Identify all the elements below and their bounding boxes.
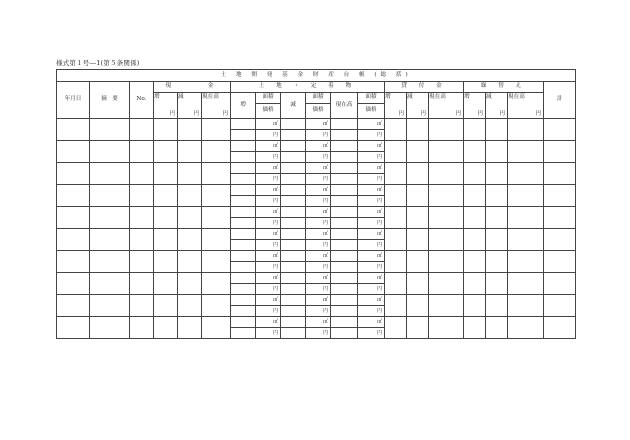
date-cell[interactable] <box>57 141 90 163</box>
land-price-unit: 円 <box>306 196 331 207</box>
land-price-unit: 円 <box>256 284 281 295</box>
land-area-cell[interactable] <box>281 207 306 218</box>
transfer-decrease-cell[interactable] <box>486 207 508 229</box>
header-loan: 貸 付 金 <box>385 82 464 93</box>
land-price-unit: 円 <box>256 306 281 317</box>
total-cell[interactable] <box>544 185 576 207</box>
land-price-unit: 円 <box>358 262 385 273</box>
cash-current-cell[interactable] <box>202 273 231 295</box>
cash-current-cell[interactable] <box>202 163 231 185</box>
ledger-title: 土 地 開 発 基 金 財 産 台 帳 (総 括) <box>57 70 576 82</box>
header-transfer: 繰 替 え <box>464 82 544 93</box>
cash-increase-header: 増 円 <box>154 93 178 119</box>
ledger-row <box>57 317 576 328</box>
land-area-unit: ㎡ <box>358 251 385 262</box>
cash-decrease-cell[interactable] <box>178 119 202 141</box>
total-cell[interactable] <box>544 163 576 185</box>
land-price-cell[interactable] <box>281 328 306 339</box>
cash-decrease-cell[interactable] <box>178 317 202 339</box>
total-cell[interactable] <box>544 229 576 251</box>
number-cell[interactable] <box>130 295 154 317</box>
cash-increase-cell[interactable] <box>154 229 178 251</box>
land-area-cell[interactable] <box>231 251 256 262</box>
cash-decrease-header: 減 円 <box>178 93 202 119</box>
land-area-cell[interactable] <box>231 273 256 284</box>
land-area-unit: ㎡ <box>358 273 385 284</box>
land-area-cell[interactable] <box>281 185 306 196</box>
transfer-current-cell[interactable] <box>508 185 544 207</box>
loan-increase-cell[interactable] <box>385 251 407 273</box>
total-cell[interactable] <box>544 141 576 163</box>
loan-current-cell[interactable] <box>429 185 464 207</box>
ledger-row <box>57 163 576 174</box>
land-area-unit: ㎡ <box>256 141 281 152</box>
land-price-unit: 円 <box>256 240 281 251</box>
loan-current-header: 現在高 円 <box>429 93 464 119</box>
land-area-unit: ㎡ <box>306 207 331 218</box>
land-area-cell[interactable] <box>331 295 358 306</box>
land-area-cell[interactable] <box>281 163 306 174</box>
cash-increase-cell[interactable] <box>154 251 178 273</box>
cash-current-cell[interactable] <box>202 295 231 317</box>
land-area-unit: ㎡ <box>256 273 281 284</box>
land-price-unit: 円 <box>358 240 385 251</box>
cash-increase-cell[interactable] <box>154 185 178 207</box>
transfer-increase-header: 増 円 <box>464 93 486 119</box>
cash-increase-cell[interactable] <box>154 119 178 141</box>
land-current-header: 現在高 <box>331 93 358 119</box>
date-cell[interactable] <box>57 251 90 273</box>
land-area-cell[interactable] <box>231 207 256 218</box>
loan-decrease-cell[interactable] <box>407 295 429 317</box>
transfer-increase-cell[interactable] <box>464 317 486 339</box>
total-cell[interactable] <box>544 295 576 317</box>
land-price-cell[interactable] <box>331 240 358 251</box>
land-price-cell[interactable] <box>231 218 256 229</box>
land-area-unit: ㎡ <box>306 295 331 306</box>
land-area-cell[interactable] <box>281 229 306 240</box>
land-area-unit: ㎡ <box>358 229 385 240</box>
ledger-table <box>56 69 576 339</box>
transfer-current-cell[interactable] <box>508 295 544 317</box>
land-price-cell[interactable] <box>281 130 306 141</box>
land-area-unit: ㎡ <box>256 317 281 328</box>
transfer-current-cell[interactable] <box>508 229 544 251</box>
loan-current-cell[interactable] <box>429 295 464 317</box>
land-price-cell[interactable] <box>281 174 306 185</box>
land-price-cell[interactable] <box>281 240 306 251</box>
loan-current-cell[interactable] <box>429 119 464 141</box>
transfer-current-cell[interactable] <box>508 141 544 163</box>
land-area-cell[interactable] <box>281 273 306 284</box>
land-price-cell[interactable] <box>331 218 358 229</box>
loan-decrease-cell[interactable] <box>407 273 429 295</box>
loan-increase-cell[interactable] <box>385 273 407 295</box>
land-price-unit: 円 <box>358 130 385 141</box>
land-price-header-2: 価格 <box>306 104 331 119</box>
land-area-unit: ㎡ <box>256 185 281 196</box>
ledger-row <box>57 141 576 152</box>
date-cell[interactable] <box>57 273 90 295</box>
land-price-unit: 円 <box>306 262 331 273</box>
ledger-row <box>57 251 576 262</box>
land-price-unit: 円 <box>256 262 281 273</box>
land-area-cell[interactable] <box>231 163 256 174</box>
ledger-row <box>57 273 576 284</box>
land-price-cell[interactable] <box>281 152 306 163</box>
transfer-decrease-cell[interactable] <box>486 185 508 207</box>
loan-decrease-cell[interactable] <box>407 229 429 251</box>
transfer-decrease-cell[interactable] <box>486 317 508 339</box>
land-area-unit: ㎡ <box>256 295 281 306</box>
land-area-header-1: 面積 <box>256 93 281 104</box>
land-price-unit: 円 <box>306 240 331 251</box>
number-cell[interactable] <box>130 251 154 273</box>
land-area-unit: ㎡ <box>256 119 281 130</box>
transfer-current-cell[interactable] <box>508 163 544 185</box>
land-area-unit: ㎡ <box>306 273 331 284</box>
land-area-cell[interactable] <box>331 273 358 284</box>
transfer-decrease-cell[interactable] <box>486 229 508 251</box>
loan-increase-cell[interactable] <box>385 229 407 251</box>
land-price-unit: 円 <box>256 196 281 207</box>
land-area-unit: ㎡ <box>358 207 385 218</box>
loan-decrease-cell[interactable] <box>407 163 429 185</box>
transfer-decrease-cell[interactable] <box>486 141 508 163</box>
land-price-cell[interactable] <box>331 328 358 339</box>
cash-decrease-cell[interactable] <box>178 207 202 229</box>
loan-decrease-cell[interactable] <box>407 251 429 273</box>
ledger-row <box>57 185 576 196</box>
loan-current-cell[interactable] <box>429 207 464 229</box>
loan-increase-header: 増 円 <box>385 93 407 119</box>
land-area-unit: ㎡ <box>358 141 385 152</box>
land-price-cell[interactable] <box>231 130 256 141</box>
cash-current-cell[interactable] <box>202 251 231 273</box>
ledger-row <box>57 229 576 240</box>
land-price-unit: 円 <box>306 328 331 339</box>
loan-increase-cell[interactable] <box>385 207 407 229</box>
summary-cell[interactable] <box>90 207 130 229</box>
land-price-unit: 円 <box>306 284 331 295</box>
summary-cell[interactable] <box>90 141 130 163</box>
ledger-row <box>57 295 576 306</box>
transfer-increase-cell[interactable] <box>464 207 486 229</box>
loan-current-cell[interactable] <box>429 141 464 163</box>
land-area-cell[interactable] <box>281 119 306 130</box>
number-cell[interactable] <box>130 273 154 295</box>
land-area-cell[interactable] <box>331 163 358 174</box>
cash-increase-cell[interactable] <box>154 273 178 295</box>
loan-current-cell[interactable] <box>429 163 464 185</box>
number-cell[interactable] <box>130 207 154 229</box>
date-cell[interactable] <box>57 119 90 141</box>
loan-increase-cell[interactable] <box>385 163 407 185</box>
land-area-cell[interactable] <box>231 119 256 130</box>
land-area-unit: ㎡ <box>256 229 281 240</box>
land-price-unit: 円 <box>358 328 385 339</box>
ledger-row <box>57 207 576 218</box>
transfer-current-cell[interactable] <box>508 207 544 229</box>
land-area-cell[interactable] <box>331 251 358 262</box>
land-price-cell[interactable] <box>231 240 256 251</box>
land-price-unit: 円 <box>256 218 281 229</box>
transfer-current-cell[interactable] <box>508 119 544 141</box>
loan-decrease-cell[interactable] <box>407 119 429 141</box>
land-area-unit: ㎡ <box>306 141 331 152</box>
land-price-cell[interactable] <box>231 284 256 295</box>
land-area-unit: ㎡ <box>256 207 281 218</box>
date-cell[interactable] <box>57 185 90 207</box>
land-price-cell[interactable] <box>331 174 358 185</box>
cash-decrease-cell[interactable] <box>178 141 202 163</box>
total-cell[interactable] <box>544 119 576 141</box>
transfer-decrease-header: 減 円 <box>486 93 508 119</box>
header-total: 計 <box>544 82 576 119</box>
header-land: 土 地 ・ 定 着 物 <box>231 82 385 93</box>
land-price-unit: 円 <box>358 152 385 163</box>
transfer-decrease-cell[interactable] <box>486 163 508 185</box>
land-area-cell[interactable] <box>331 207 358 218</box>
land-price-unit: 円 <box>358 174 385 185</box>
land-area-cell[interactable] <box>331 185 358 196</box>
land-price-cell[interactable] <box>331 196 358 207</box>
land-area-unit: ㎡ <box>358 185 385 196</box>
land-price-unit: 円 <box>306 152 331 163</box>
loan-increase-cell[interactable] <box>385 295 407 317</box>
land-price-cell[interactable] <box>231 152 256 163</box>
loan-current-cell[interactable] <box>429 317 464 339</box>
land-area-cell[interactable] <box>281 317 306 328</box>
cash-decrease-cell[interactable] <box>178 163 202 185</box>
land-area-unit: ㎡ <box>306 317 331 328</box>
land-area-cell[interactable] <box>231 229 256 240</box>
land-price-unit: 円 <box>306 130 331 141</box>
header-cash: 現 金 <box>154 82 231 93</box>
land-price-unit: 円 <box>256 152 281 163</box>
loan-increase-cell[interactable] <box>385 119 407 141</box>
land-price-unit: 円 <box>256 174 281 185</box>
transfer-increase-cell[interactable] <box>464 273 486 295</box>
land-area-unit: ㎡ <box>358 119 385 130</box>
loan-increase-cell[interactable] <box>385 317 407 339</box>
date-cell[interactable] <box>57 317 90 339</box>
land-decrease-header: 減 <box>281 93 306 119</box>
transfer-increase-cell[interactable] <box>464 251 486 273</box>
summary-cell[interactable] <box>90 229 130 251</box>
cash-decrease-cell[interactable] <box>178 229 202 251</box>
date-cell[interactable] <box>57 295 90 317</box>
transfer-decrease-cell[interactable] <box>486 119 508 141</box>
summary-cell[interactable] <box>90 295 130 317</box>
transfer-current-cell[interactable] <box>508 273 544 295</box>
land-price-unit: 円 <box>306 174 331 185</box>
land-price-header-3: 価格 <box>358 104 385 119</box>
cash-decrease-cell[interactable] <box>178 295 202 317</box>
land-price-unit: 円 <box>358 218 385 229</box>
land-price-cell[interactable] <box>331 306 358 317</box>
land-area-cell[interactable] <box>281 251 306 262</box>
date-cell[interactable] <box>57 207 90 229</box>
loan-current-cell[interactable] <box>429 251 464 273</box>
cash-current-header: 現在高 円 <box>202 93 231 119</box>
summary-cell[interactable] <box>90 251 130 273</box>
land-area-cell[interactable] <box>231 317 256 328</box>
land-price-cell[interactable] <box>331 130 358 141</box>
land-price-cell[interactable] <box>281 262 306 273</box>
number-cell[interactable] <box>130 163 154 185</box>
cash-decrease-cell[interactable] <box>178 273 202 295</box>
cash-current-cell[interactable] <box>202 119 231 141</box>
loan-decrease-header: 減 円 <box>407 93 429 119</box>
land-price-cell[interactable] <box>331 152 358 163</box>
land-area-cell[interactable] <box>281 295 306 306</box>
transfer-increase-cell[interactable] <box>464 119 486 141</box>
land-area-cell[interactable] <box>331 229 358 240</box>
total-cell[interactable] <box>544 273 576 295</box>
land-area-unit: ㎡ <box>306 119 331 130</box>
land-price-cell[interactable] <box>331 284 358 295</box>
land-price-cell[interactable] <box>331 262 358 273</box>
cash-increase-cell[interactable] <box>154 317 178 339</box>
transfer-decrease-cell[interactable] <box>486 273 508 295</box>
cash-decrease-cell[interactable] <box>178 251 202 273</box>
summary-cell[interactable] <box>90 273 130 295</box>
cash-current-cell[interactable] <box>202 207 231 229</box>
loan-current-cell[interactable] <box>429 229 464 251</box>
land-increase-header: 増 <box>231 93 256 119</box>
land-price-unit: 円 <box>256 328 281 339</box>
cash-increase-cell[interactable] <box>154 295 178 317</box>
land-price-cell[interactable] <box>281 196 306 207</box>
transfer-increase-cell[interactable] <box>464 163 486 185</box>
number-cell[interactable] <box>130 119 154 141</box>
land-area-cell[interactable] <box>281 141 306 152</box>
ledger-row <box>57 119 576 130</box>
loan-decrease-cell[interactable] <box>407 185 429 207</box>
transfer-current-cell[interactable] <box>508 317 544 339</box>
total-cell[interactable] <box>544 207 576 229</box>
land-price-cell[interactable] <box>231 196 256 207</box>
date-cell[interactable] <box>57 229 90 251</box>
header-date: 年月日 <box>57 82 90 119</box>
cash-current-cell[interactable] <box>202 141 231 163</box>
transfer-current-cell[interactable] <box>508 251 544 273</box>
number-cell[interactable] <box>130 185 154 207</box>
header-summary: 摘 要 <box>90 82 130 119</box>
loan-increase-cell[interactable] <box>385 185 407 207</box>
land-price-unit: 円 <box>358 196 385 207</box>
land-area-unit: ㎡ <box>256 251 281 262</box>
transfer-increase-cell[interactable] <box>464 141 486 163</box>
land-area-unit: ㎡ <box>358 295 385 306</box>
transfer-increase-cell[interactable] <box>464 185 486 207</box>
land-price-unit: 円 <box>306 306 331 317</box>
transfer-increase-cell[interactable] <box>464 295 486 317</box>
loan-decrease-cell[interactable] <box>407 207 429 229</box>
cash-current-cell[interactable] <box>202 185 231 207</box>
land-area-cell[interactable] <box>331 141 358 152</box>
total-cell[interactable] <box>544 317 576 339</box>
number-cell[interactable] <box>130 229 154 251</box>
total-cell[interactable] <box>544 251 576 273</box>
summary-cell[interactable] <box>90 163 130 185</box>
cash-increase-cell[interactable] <box>154 163 178 185</box>
land-price-unit: 円 <box>256 130 281 141</box>
land-price-cell[interactable] <box>231 174 256 185</box>
land-price-cell[interactable] <box>281 218 306 229</box>
land-area-cell[interactable] <box>231 295 256 306</box>
summary-cell[interactable] <box>90 317 130 339</box>
land-area-unit: ㎡ <box>256 163 281 174</box>
form-label: 様式第１号―1(第５条関係) <box>56 59 140 67</box>
land-area-cell[interactable] <box>331 317 358 328</box>
land-area-unit: ㎡ <box>306 229 331 240</box>
land-area-unit: ㎡ <box>306 163 331 174</box>
land-area-cell[interactable] <box>331 119 358 130</box>
land-area-cell[interactable] <box>231 141 256 152</box>
transfer-decrease-cell[interactable] <box>486 251 508 273</box>
cash-current-cell[interactable] <box>202 229 231 251</box>
number-cell[interactable] <box>130 317 154 339</box>
cash-increase-cell[interactable] <box>154 141 178 163</box>
land-area-header-2: 面積 <box>306 93 331 104</box>
header-number: No. <box>130 82 154 119</box>
cash-increase-cell[interactable] <box>154 207 178 229</box>
date-cell[interactable] <box>57 163 90 185</box>
loan-current-cell[interactable] <box>429 273 464 295</box>
land-area-cell[interactable] <box>231 185 256 196</box>
loan-decrease-cell[interactable] <box>407 141 429 163</box>
land-area-unit: ㎡ <box>358 317 385 328</box>
transfer-increase-cell[interactable] <box>464 229 486 251</box>
summary-cell[interactable] <box>90 119 130 141</box>
cash-decrease-cell[interactable] <box>178 185 202 207</box>
loan-decrease-cell[interactable] <box>407 317 429 339</box>
land-price-cell[interactable] <box>231 328 256 339</box>
land-price-unit: 円 <box>306 218 331 229</box>
land-price-cell[interactable] <box>231 306 256 317</box>
transfer-current-header: 現在高 円 <box>508 93 544 119</box>
number-cell[interactable] <box>130 141 154 163</box>
land-area-unit: ㎡ <box>306 251 331 262</box>
summary-cell[interactable] <box>90 185 130 207</box>
land-price-cell[interactable] <box>281 284 306 295</box>
loan-increase-cell[interactable] <box>385 141 407 163</box>
land-area-header-3: 面積 <box>358 93 385 104</box>
land-area-unit: ㎡ <box>358 163 385 174</box>
cash-current-cell[interactable] <box>202 317 231 339</box>
land-price-header-1: 価格 <box>256 104 281 119</box>
land-price-unit: 円 <box>358 306 385 317</box>
land-price-cell[interactable] <box>281 306 306 317</box>
land-price-cell[interactable] <box>231 262 256 273</box>
land-price-unit: 円 <box>358 284 385 295</box>
land-area-unit: ㎡ <box>306 185 331 196</box>
transfer-decrease-cell[interactable] <box>486 295 508 317</box>
